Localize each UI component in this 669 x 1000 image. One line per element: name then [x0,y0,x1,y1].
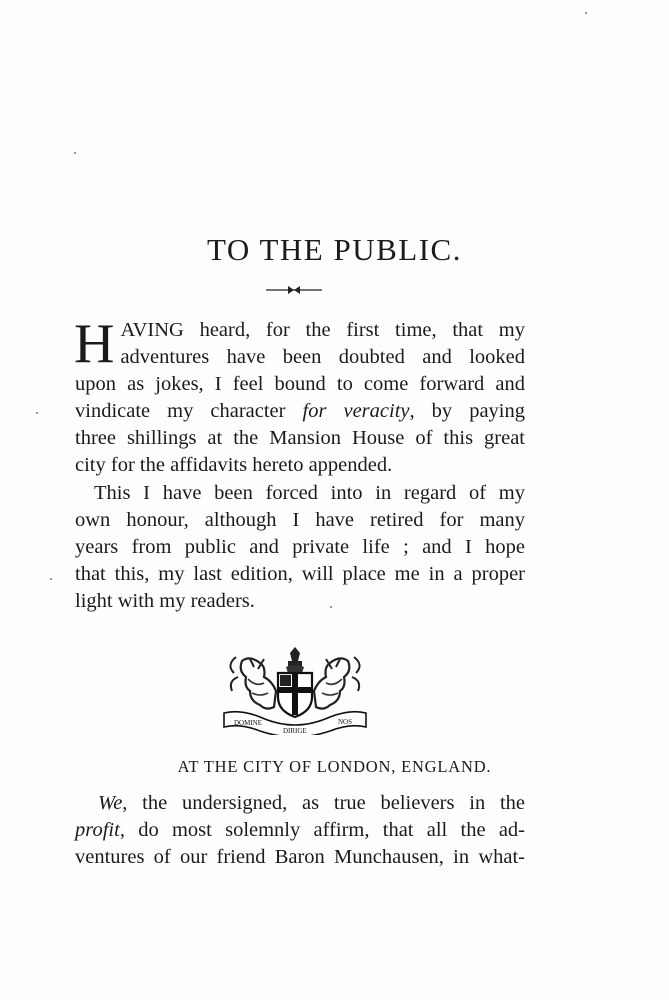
text-line: city for the affidavits hereto appended. [75,454,393,476]
drop-cap: H [74,313,115,375]
italic-word: profit [75,819,120,841]
text-line: that this, my last edition, will place me in a proper [75,563,525,585]
ornament-divider [266,283,322,297]
italic-word: We [98,792,123,814]
text-line [75,398,525,425]
coat-of-arms-emblem [220,647,370,735]
text-segment: , by paying [409,400,525,422]
paper-speck [585,12,587,14]
motto-center: DIRIGE [283,727,307,735]
text-line: three shillings at the Mansion House of this great [75,427,525,449]
text-line: years from public and private life ; and I hope [75,536,525,558]
motto-right: NOS [338,718,353,726]
paragraph-honour [75,480,525,615]
paragraph-affidavit [75,790,525,871]
text-line: ventures of our friend Baron Munchausen, in what- [75,846,525,868]
text-segment: , the undersigned, as true believers in the [122,792,525,814]
text-line: adventures have been doubted and looked [120,346,525,368]
text-line: own honour, although I have retired for many [75,509,525,531]
text-segment: vindicate my character [75,400,286,422]
paper-speck [50,578,52,580]
text-line [75,790,525,817]
motto-left: DOMINE [234,719,262,727]
section-subheading: AT THE CITY OF LONDON, ENGLAND. [177,757,492,776]
paper-speck [74,152,76,154]
text-line: light with my readers. [75,590,255,612]
italic-phrase: for veracity [302,400,410,422]
paper-speck [36,412,38,414]
page-title: TO THE PUBLIC. [207,232,462,267]
paragraph-preface [74,313,525,479]
text-line: AVING heard, for the first time, that my [120,319,525,341]
text-segment: , do most solemnly affirm, that all the ad- [119,819,525,841]
text-line [75,817,525,844]
text-line: This I have been forced into in regard of my [94,482,525,504]
paper-speck [330,606,332,608]
text-line: upon as jokes, I feel bound to come forward and [75,373,525,395]
